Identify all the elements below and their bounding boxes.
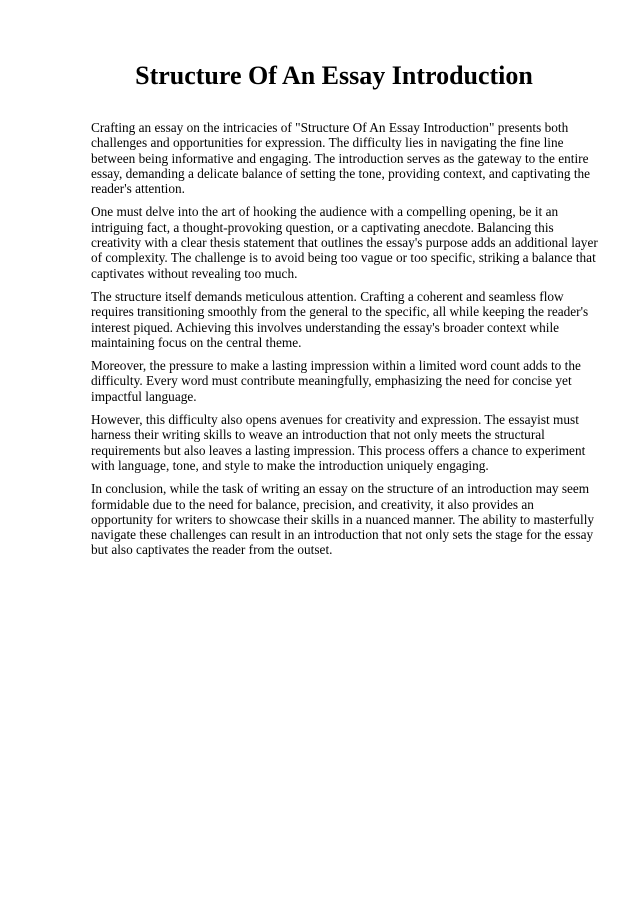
paragraph-4: Moreover, the pressure to make a lasting impression within a limited word count adds to the difficulty. Every word must contribute meaningfully, emphasizing the need for concise yet impactful language. [91,358,581,404]
document-body [91,120,599,566]
document-title: Structure Of An Essay Introduction [135,61,533,90]
paragraph-1: Crafting an essay on the intricacies of "Structure Of An Essay Introduction" presents both challenges and opportunities for expression. The difficulty lies in navigating the fine line between being informative and engaging. The introduction serves as the gateway to the entire essay, demanding a delicate balance of setting the tone, providing context, and captivating the reader's attention. [91,120,591,197]
paragraph-3: The structure itself demands meticulous attention. Crafting a coherent and seamless flow requires transitioning smoothly from the general to the specific, all while keeping the reader's interest piqued. Achieving this involves understanding the essay's broader context while maintaining focus on the central theme. [91,288,589,350]
paragraph-6: In conclusion, while the task of writing an essay on the structure of an introduction may seem formidable due to the need for balance, precision, and creativity, it also provides an opportunity for writers to showcase their skills in a nuanced manner. The ability to masterfully navigate these challenges can result in an introduction that not only sets the stage for the essay but also captivates the reader from the outset. [91,481,595,558]
paragraph-5: However, this difficulty also opens avenues for creativity and expression. The essayist must harness their writing skills to weave an introduction that not only meets the structural requirements but also leaves a lasting impression. This process offers a chance to experiment with language, tone, and style to make the introduction uniquely engaging. [91,412,586,473]
paragraph-2: One must delve into the art of hooking the audience with a compelling opening, be it an intriguing fact, a thought-provoking question, or a captivating anecdote. Balancing this creativity with a clear thesis statement that outlines the essay's purpose adds an additional layer of complexity. The challenge is to avoid being too vague or too specific, striking a balance that captivates without revealing too much. [91,204,598,281]
